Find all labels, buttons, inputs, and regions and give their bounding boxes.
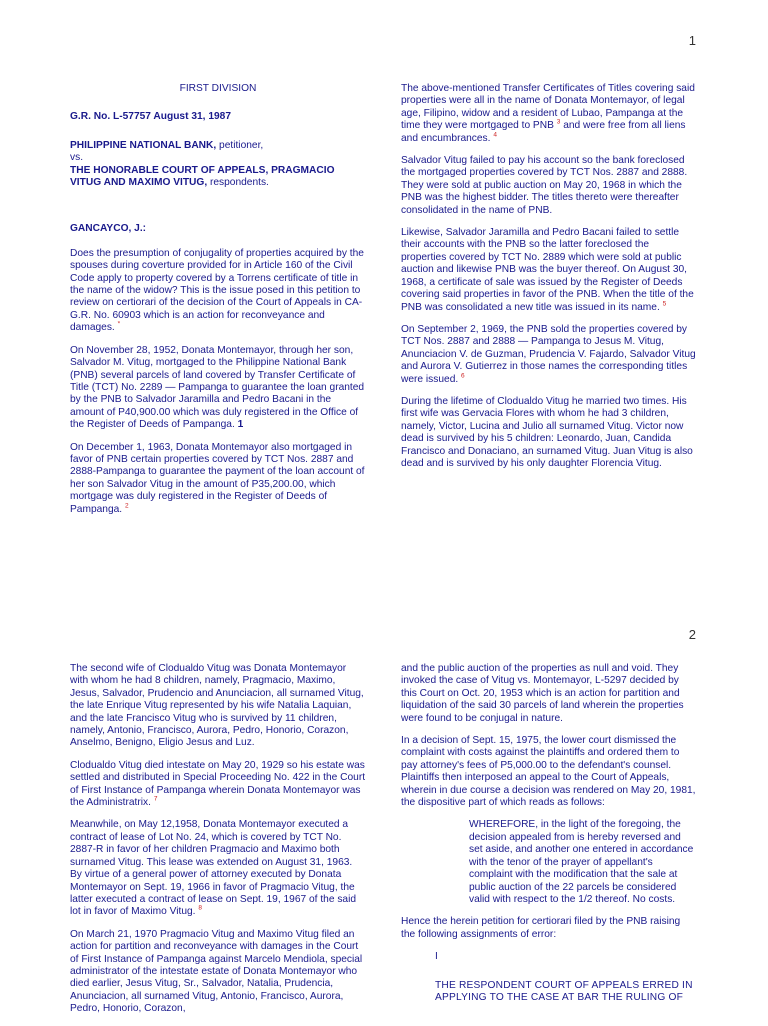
division-heading: FIRST DIVISION <box>179 83 257 94</box>
versus: vs. <box>70 152 84 164</box>
footnote-marker[interactable]: 5 <box>662 300 667 308</box>
paragraph: During the lifetime of Clodualdo Vitug he married two times. His first wife was Gervacia Flores with whom he had 3 children, namely, Victor, Lucina and Julio all surnamed Vitug. Victor now dead is survived by his 5 children: Leonardo, Juan, Candida Francisco and Donaciano, an surnamed Vitug. Juan Vitug is also dead and is survived by his only daughter Florencia Vitug. <box>401 395 693 469</box>
error-numeral: I <box>435 951 438 963</box>
paragraph: Likewise, Salvador Jaramilla and Pedro Bacani failed to settle their accounts with the PNB so the latter foreclosed the properties covered by TCT No. 2889 which were sold at public auction and likewise PNB was the buyer thereof. On August 30, 1968, a certificate of sale was issued by the Register of Deeds covering said properties in favor of the PNB. When the title of the PNB was consolidated a new title was issued in its name. $^5$ <box>401 227 694 313</box>
footnote-marker[interactable]: 4 <box>493 131 497 139</box>
paragraph: In a decision of Sept. 15, 1975, the lower court dismissed the complaint with costs against the plaintiffs and ordered them to pay attorney's fees of P5,000.00 to the defendant's counsel. Plaintiffs then interposed an appeal to the Court of Appeals, wherein in due course a decision was rendered on May 20, 1981, the dispositive part of which reads as follows: <box>401 735 696 809</box>
paragraph: On September 2, 1969, the PNB sold the properties covered by TCT Nos. 2887 and 2888 — Pampanga to Jesus M. Vitug, Anunciacion V. de Guzman, Prudencia V. Fajardo, Salvador Vitug and Aurora V. Gutierrez in those names the corresponding titles were issued. $^6$ <box>401 323 696 385</box>
paragraph: Meanwhile, on May 12,1958, Donata Montemayor executed a contract of lease of Lot No. 24, which is covered by TCT No. 2887-R in favor of her children Pragmacio and Maximo both surnamed Vitug. This lease was extended on August 31, 1963. By virtue of a general power of attorney executed by Donata Montemayor on Sept. 19, 1966 in favor of Pragmacio Vitug, the latter executed a contract of lease on Sept. 19, 1967 of the said lot in favor of Maximo Vitug. $^8$ <box>70 819 357 918</box>
paragraph: Salvador Vitug failed to pay his account so the bank foreclosed the mortgaged properties covered by TCT Nos. 2887 and 2888. They were sold at public auction on May 20, 1968 in which the PNB was the highest bidder. The titles thereto were thereafter consolidated in the name of PNB. <box>401 155 688 216</box>
footnote-marker[interactable]: 1 <box>237 419 244 431</box>
footnote-marker[interactable]: 6 <box>461 372 465 380</box>
footnote-marker[interactable]: 8 <box>198 904 202 912</box>
footnote-marker[interactable]: 3 <box>556 118 561 126</box>
respondent-role: respondents. <box>207 177 269 189</box>
paragraph: Clodualdo Vitug died intestate on May 20, 1929 so his estate was settled and distributed in Special Proceeding No. 422 in the Court of First Instance of Pampanga wherein Donata Montemayor was the Administratrix. $^7$ <box>70 759 366 809</box>
respondent-name: THE HONORABLE COURT OF APPEALS, PRAGMACIO VITUG AND MAXIMO VITUG, <box>70 164 335 189</box>
paragraph: The second wife of Clodualdo Vitug was Donata Montemayor with whom he had 8 children, namely, Pragmacio, Maximo, Jesus, Salvador, Prudencio and Anunciacion, all surnamed Vitug, the late Enrique Vitug represented by his wife Natalia Laquian, and the late Francisco Vitug who is survived by 11 children, namely, Antonio, Francisco, Aurora, Pedro, Honorio, Corazon, Anselmo, Benigno, Eligio Jesus and Luz. <box>70 663 364 749</box>
right-column <box>401 83 697 480</box>
right-column <box>401 663 697 1014</box>
paragraph: Hence the herein petition for certiorari filed by the PNB raising the following assignments of error: <box>401 916 681 940</box>
paragraph: On November 28, 1952, Donata Montemayor, through her son, Salvador M. Vitug, mortgaged to the Philippine National Bank (PNB) several parcels of land covered by Transfer Certificate of Title (TCT) No. 2289 — Pampanga to guarantee the loan granted by the PNB to Salvador Jaramilla and Pedro Bacani in the amount of P40,900.00 which was duly registered in the Office of the Register of Deeds of Pampanga. 1 <box>70 344 365 431</box>
left-column <box>70 83 366 526</box>
case-number: G.R. No. L-57757 August 31, 1987 <box>70 111 231 123</box>
block-quote: WHEREFORE, in the light of the foregoing, the decision appealed from is hereby reversed and set aside, and another one entered in accordance with the tenor of the prayer of appellant's complaint with the modification that the sale at public auction of the 22 parcels be considered valid with respect to the 1/2 thereof. No costs. <box>469 819 694 905</box>
footnote-marker[interactable]: * <box>117 320 121 328</box>
page-number: 1 <box>688 33 696 48</box>
paragraph: On December 1, 1963, Donata Montemayor also mortgaged in favor of PNB certain properties covered by TCT Nos. 2887 and 2888-Pampanga to guarantee the payment of the loan account of her son Salvador Vitug in the amount of P35,200.00, which mortgage was duly registered in the Register of Deeds of Pampanga. $^2$ <box>70 441 365 515</box>
document-page-2 <box>0 615 768 1024</box>
paragraph: The above-mentioned Transfer Certificates of Titles covering said properties were all in the name of Donata Montemayor, of legal age, Filipino, widow and a resident of Lubao, Pampanga at the time they were mortgaged to PNB $^3$ and were free from all liens and encumbrances. $^4$ <box>401 83 695 144</box>
left-column <box>70 663 366 1026</box>
petitioner-role: petitioner, <box>216 139 264 151</box>
case-parties <box>70 140 366 190</box>
paragraph: and the public auction of the properties as null and void. They invoked the case of Vitug vs. Montemayor, L-5297 decided by this Court on Oct. 20, 1953 which is an action for partition and liquidation of the said 30 parcels of land wherein the properties were found to be conjugal in nature. <box>401 663 684 724</box>
footnote-marker[interactable]: 7 <box>153 795 158 803</box>
assignment-of-error: THE RESPONDENT COURT OF APPEALS ERRED IN APPLYING TO THE CASE AT BAR THE RULING OF <box>435 979 693 1003</box>
paragraph: Does the presumption of conjugality of properties acquired by the spouses during coverture provided for in Article 160 of the Civil Code apply to property covered by a Torrens certificate of title in the name of the widow? This is the issue posed in this petition to review on certiorari of the decision of the Court of Appeals in CA-G.R. No. 60903 which is an action for reconveyance and damages. * <box>70 247 364 334</box>
footnote-marker[interactable]: 2 <box>124 502 129 510</box>
ponente: GANCAYCO, J.: <box>70 223 147 235</box>
petitioner-name: PHILIPPINE NATIONAL BANK, <box>70 139 217 151</box>
paragraph: On March 21, 1970 Pragmacio Vitug and Maximo Vitug filed an action for partition and reconveyance with damages in the Court of First Instance of Pampanga against Marcelo Mendiola, special administrator of the intestate estate of Donata Montemayor who died earlier, Jesus Vitug, Sr., Salvador, Natalia, Prudencia, Anunciacion, all surnamed Vitug, Antonio, Francisco, Aurora, Pedro, Honorio, Corazon, <box>70 928 363 1015</box>
page-number: 2 <box>688 627 696 642</box>
